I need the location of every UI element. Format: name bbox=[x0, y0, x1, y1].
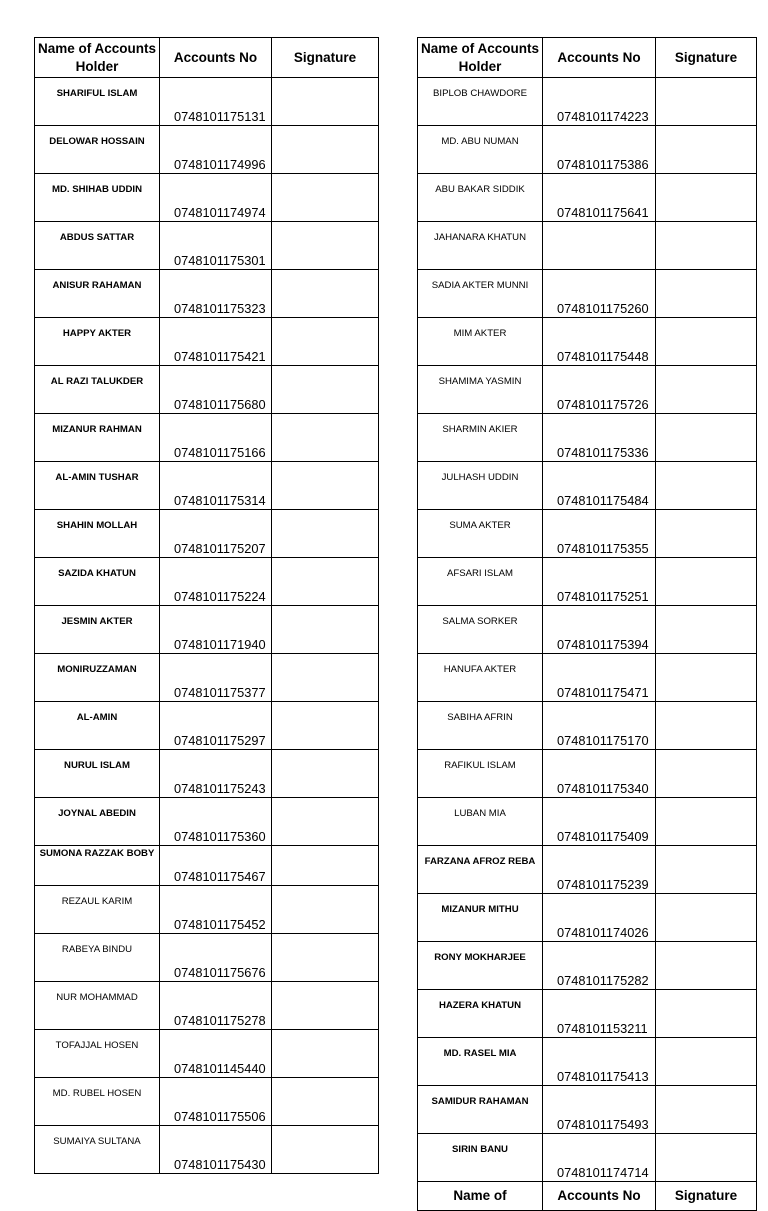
right-table-header-row bbox=[418, 38, 757, 78]
table-row bbox=[35, 366, 379, 414]
signature-cell[interactable] bbox=[272, 366, 379, 414]
table-row bbox=[418, 846, 757, 894]
signature-cell[interactable] bbox=[272, 462, 379, 510]
signature-cell[interactable] bbox=[656, 462, 757, 510]
table-row bbox=[418, 462, 757, 510]
table-row bbox=[418, 942, 757, 990]
account-number: 0748101175484 bbox=[543, 462, 656, 510]
account-holder-name: SUMONA RAZZAK BOBY bbox=[35, 846, 160, 886]
account-holder-name: SAZIDA KHATUN bbox=[35, 558, 160, 606]
signature-cell[interactable] bbox=[656, 1086, 757, 1134]
signature-cell[interactable] bbox=[272, 1078, 379, 1126]
signature-cell[interactable] bbox=[656, 894, 757, 942]
table-row bbox=[35, 934, 379, 982]
account-holder-name: AL-AMIN TUSHAR bbox=[35, 462, 160, 510]
signature-cell[interactable] bbox=[656, 654, 757, 702]
signature-cell[interactable] bbox=[272, 606, 379, 654]
name-column-header: Name of bbox=[418, 1182, 543, 1211]
account-number: 0748101175430 bbox=[160, 1126, 272, 1174]
account-number: 0748101175506 bbox=[160, 1078, 272, 1126]
signature-cell[interactable] bbox=[656, 1134, 757, 1182]
account-number: 0748101175452 bbox=[160, 886, 272, 934]
table-row bbox=[35, 606, 379, 654]
table-row bbox=[418, 318, 757, 366]
account-number: 0748101175641 bbox=[543, 174, 656, 222]
account-holder-name: SADIA AKTER MUNNI bbox=[418, 270, 543, 318]
signature-cell[interactable] bbox=[656, 702, 757, 750]
signature-column-header: Signature bbox=[656, 38, 757, 78]
right-table-body bbox=[418, 78, 757, 1182]
account-number: 0748101174974 bbox=[160, 174, 272, 222]
table-row bbox=[418, 654, 757, 702]
signature-cell[interactable] bbox=[656, 78, 757, 126]
account-number: 0748101175377 bbox=[160, 654, 272, 702]
left-table-body bbox=[35, 78, 379, 1174]
table-row bbox=[35, 1078, 379, 1126]
table-row bbox=[418, 558, 757, 606]
account-holder-name: NUR MOHAMMAD bbox=[35, 982, 160, 1030]
account-holder-name: RAFIKUL ISLAM bbox=[418, 750, 543, 798]
name-column-header: Name of Accounts Holder bbox=[35, 38, 160, 78]
table-row bbox=[418, 414, 757, 462]
table-row bbox=[418, 750, 757, 798]
account-number: 0748101174026 bbox=[543, 894, 656, 942]
table-row bbox=[35, 126, 379, 174]
table-row bbox=[418, 366, 757, 414]
account-holder-name: ABU BAKAR SIDDIK bbox=[418, 174, 543, 222]
account-number: 0748101174996 bbox=[160, 126, 272, 174]
signature-cell[interactable] bbox=[272, 318, 379, 366]
right-accounts-table bbox=[417, 37, 757, 1211]
signature-cell[interactable] bbox=[272, 270, 379, 318]
table-row bbox=[35, 174, 379, 222]
signature-cell[interactable] bbox=[656, 942, 757, 990]
signature-cell[interactable] bbox=[656, 366, 757, 414]
account-number: 0748101175278 bbox=[160, 982, 272, 1030]
account-holder-name: HAPPY AKTER bbox=[35, 318, 160, 366]
signature-cell[interactable] bbox=[656, 606, 757, 654]
account-holder-name: JOYNAL ABEDIN bbox=[35, 798, 160, 846]
signature-cell[interactable] bbox=[272, 414, 379, 462]
signature-cell[interactable] bbox=[272, 750, 379, 798]
table-row bbox=[418, 78, 757, 126]
account-holder-name: SHAHIN MOLLAH bbox=[35, 510, 160, 558]
table-row bbox=[35, 886, 379, 934]
account-number bbox=[543, 222, 656, 270]
table-row bbox=[418, 1086, 757, 1134]
table-row bbox=[35, 318, 379, 366]
account-number: 0748101175340 bbox=[543, 750, 656, 798]
account-holder-name: SALMA SORKER bbox=[418, 606, 543, 654]
account-holder-name: ANISUR RAHAMAN bbox=[35, 270, 160, 318]
account-holder-name: NURUL ISLAM bbox=[35, 750, 160, 798]
signature-cell[interactable] bbox=[656, 750, 757, 798]
table-row bbox=[35, 750, 379, 798]
table-row bbox=[35, 78, 379, 126]
account-holder-name: FARZANA AFROZ REBA bbox=[418, 846, 543, 894]
signature-cell[interactable] bbox=[272, 1126, 379, 1174]
table-row bbox=[418, 894, 757, 942]
account-number: 0748101175207 bbox=[160, 510, 272, 558]
account-holder-name: HANUFA AKTER bbox=[418, 654, 543, 702]
account-number: 0748101175493 bbox=[543, 1086, 656, 1134]
table-row bbox=[35, 462, 379, 510]
signature-cell[interactable] bbox=[656, 222, 757, 270]
account-holder-name: AL RAZI TALUKDER bbox=[35, 366, 160, 414]
account-number: 0748101175301 bbox=[160, 222, 272, 270]
account-holder-name: SAMIDUR RAHAMAN bbox=[418, 1086, 543, 1134]
signature-cell[interactable] bbox=[656, 990, 757, 1038]
account-holder-name: SHARIFUL ISLAM bbox=[35, 78, 160, 126]
signature-cell[interactable] bbox=[272, 174, 379, 222]
account-number: 0748101175413 bbox=[543, 1038, 656, 1086]
account-number: 0748101175282 bbox=[543, 942, 656, 990]
table-row bbox=[35, 982, 379, 1030]
account-number: 0748101175421 bbox=[160, 318, 272, 366]
account-number: 0748101145440 bbox=[160, 1030, 272, 1078]
account-column-header: Accounts No bbox=[543, 1182, 656, 1211]
table-row bbox=[35, 558, 379, 606]
table-row bbox=[35, 798, 379, 846]
account-number: 0748101153211 bbox=[543, 990, 656, 1038]
account-number: 0748101175336 bbox=[543, 414, 656, 462]
signature-cell[interactable] bbox=[656, 510, 757, 558]
left-accounts-table bbox=[34, 37, 379, 1174]
signature-cell[interactable] bbox=[272, 886, 379, 934]
account-number: 0748101175166 bbox=[160, 414, 272, 462]
account-number: 0748101174714 bbox=[543, 1134, 656, 1182]
account-holder-name: LUBAN MIA bbox=[418, 798, 543, 846]
account-number: 0748101175260 bbox=[543, 270, 656, 318]
account-number: 0748101175471 bbox=[543, 654, 656, 702]
signature-cell[interactable] bbox=[656, 846, 757, 894]
account-holder-name: RONY MOKHARJEE bbox=[418, 942, 543, 990]
table-row bbox=[418, 606, 757, 654]
signature-cell[interactable] bbox=[656, 558, 757, 606]
account-holder-name: JESMIN AKTER bbox=[35, 606, 160, 654]
signature-cell[interactable] bbox=[272, 654, 379, 702]
account-holder-name: AL-AMIN bbox=[35, 702, 160, 750]
account-holder-name: JAHANARA KHATUN bbox=[418, 222, 543, 270]
table-row bbox=[418, 702, 757, 750]
account-holder-name: MD. ABU NUMAN bbox=[418, 126, 543, 174]
table-row bbox=[418, 1038, 757, 1086]
table-row bbox=[418, 990, 757, 1038]
signature-cell[interactable] bbox=[656, 414, 757, 462]
signature-cell[interactable] bbox=[272, 558, 379, 606]
table-row bbox=[35, 702, 379, 750]
table-row bbox=[35, 222, 379, 270]
account-holder-name: RABEYA BINDU bbox=[35, 934, 160, 982]
account-number: 0748101175467 bbox=[160, 846, 272, 886]
signature-cell[interactable] bbox=[272, 934, 379, 982]
account-number: 0748101175323 bbox=[160, 270, 272, 318]
account-holder-name: SHARMIN AKIER bbox=[418, 414, 543, 462]
account-number: 0748101175224 bbox=[160, 558, 272, 606]
account-number: 0748101174223 bbox=[543, 78, 656, 126]
account-holder-name: MD. RASEL MIA bbox=[418, 1038, 543, 1086]
signature-cell[interactable] bbox=[272, 982, 379, 1030]
account-holder-name: HAZERA KHATUN bbox=[418, 990, 543, 1038]
account-number: 0748101175314 bbox=[160, 462, 272, 510]
signature-cell[interactable] bbox=[272, 798, 379, 846]
signature-cell[interactable] bbox=[656, 1038, 757, 1086]
account-holder-name: REZAUL KARIM bbox=[35, 886, 160, 934]
signature-column-header: Signature bbox=[272, 38, 379, 78]
account-number: 0748101175726 bbox=[543, 366, 656, 414]
account-number: 0748101175131 bbox=[160, 78, 272, 126]
left-table-header-row bbox=[35, 38, 379, 78]
account-number: 0748101175297 bbox=[160, 702, 272, 750]
signature-cell[interactable] bbox=[272, 510, 379, 558]
account-holder-name: BIPLOB CHAWDORE bbox=[418, 78, 543, 126]
table-row bbox=[418, 798, 757, 846]
table-row bbox=[35, 846, 379, 886]
account-holder-name: AFSARI ISLAM bbox=[418, 558, 543, 606]
account-holder-name: TOFAJJAL HOSEN bbox=[35, 1030, 160, 1078]
table-row bbox=[35, 270, 379, 318]
table-row bbox=[35, 510, 379, 558]
account-holder-name: JULHASH UDDIN bbox=[418, 462, 543, 510]
account-holder-name: DELOWAR HOSSAIN bbox=[35, 126, 160, 174]
name-column-header: Name of Accounts Holder bbox=[418, 38, 543, 78]
account-number: 0748101175170 bbox=[543, 702, 656, 750]
table-row bbox=[418, 174, 757, 222]
signature-cell[interactable] bbox=[272, 78, 379, 126]
table-row bbox=[418, 270, 757, 318]
account-number: 0748101175386 bbox=[543, 126, 656, 174]
signature-cell[interactable] bbox=[272, 222, 379, 270]
signature-column-header: Signature bbox=[656, 1182, 757, 1211]
signature-cell[interactable] bbox=[656, 174, 757, 222]
account-number: 0748101175680 bbox=[160, 366, 272, 414]
signature-cell[interactable] bbox=[272, 126, 379, 174]
signature-cell[interactable] bbox=[656, 798, 757, 846]
signature-cell[interactable] bbox=[656, 318, 757, 366]
signature-cell[interactable] bbox=[656, 126, 757, 174]
account-holder-name: SABIHA AFRIN bbox=[418, 702, 543, 750]
account-number: 0748101175409 bbox=[543, 798, 656, 846]
account-holder-name: MD. RUBEL HOSEN bbox=[35, 1078, 160, 1126]
account-holder-name: MONIRUZZAMAN bbox=[35, 654, 160, 702]
account-holder-name: SIRIN BANU bbox=[418, 1134, 543, 1182]
right-table-repeated-header-row bbox=[418, 1182, 757, 1211]
account-number: 0748101175251 bbox=[543, 558, 656, 606]
table-row bbox=[35, 1030, 379, 1078]
account-number: 0748101175676 bbox=[160, 934, 272, 982]
account-holder-name: SUMA AKTER bbox=[418, 510, 543, 558]
signature-cell[interactable] bbox=[272, 846, 379, 886]
account-number: 0748101175394 bbox=[543, 606, 656, 654]
account-holder-name: ABDUS SATTAR bbox=[35, 222, 160, 270]
account-column-header: Accounts No bbox=[543, 38, 656, 78]
account-number: 0748101175355 bbox=[543, 510, 656, 558]
signature-cell[interactable] bbox=[656, 270, 757, 318]
account-number: 0748101175239 bbox=[543, 846, 656, 894]
account-holder-name: MIZANUR MITHU bbox=[418, 894, 543, 942]
account-number: 0748101175360 bbox=[160, 798, 272, 846]
account-holder-name: MD. SHIHAB UDDIN bbox=[35, 174, 160, 222]
signature-cell[interactable] bbox=[272, 1030, 379, 1078]
table-row bbox=[35, 654, 379, 702]
table-row bbox=[418, 126, 757, 174]
account-number: 0748101171940 bbox=[160, 606, 272, 654]
table-row bbox=[35, 414, 379, 462]
account-holder-name: MIZANUR RAHMAN bbox=[35, 414, 160, 462]
account-holder-name: MIM AKTER bbox=[418, 318, 543, 366]
account-number: 0748101175448 bbox=[543, 318, 656, 366]
signature-cell[interactable] bbox=[272, 702, 379, 750]
account-holder-name: SHAMIMA YASMIN bbox=[418, 366, 543, 414]
table-row bbox=[418, 1134, 757, 1182]
account-column-header: Accounts No bbox=[160, 38, 272, 78]
table-row bbox=[35, 1126, 379, 1174]
account-number: 0748101175243 bbox=[160, 750, 272, 798]
table-row bbox=[418, 222, 757, 270]
account-holder-name: SUMAIYA SULTANA bbox=[35, 1126, 160, 1174]
table-row bbox=[418, 510, 757, 558]
